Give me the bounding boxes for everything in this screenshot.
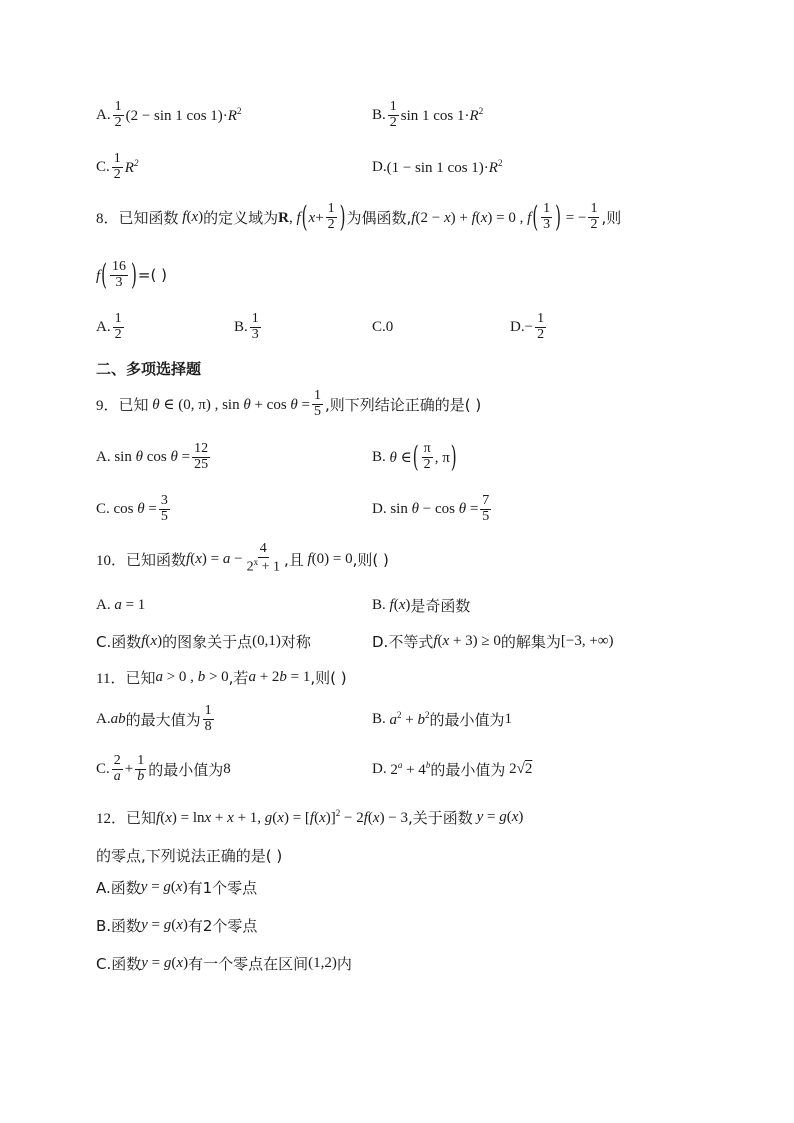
math-expression: sin 1 $\cos 1\cdot R^2$	[400, 105, 484, 124]
q8-option-d	[510, 310, 548, 344]
math-expression: $a^2 + b^2$	[389, 709, 430, 728]
math-expression: $R^2$	[124, 157, 139, 176]
question-number: 12．	[96, 810, 127, 827]
question-text: 的零点,下列说法正确的是( )	[96, 846, 283, 865]
math-expression: f(2 − x) + f(x) = 0 , f(	[411, 199, 539, 234]
q8-option-c	[372, 310, 393, 344]
option-text: 是奇函数	[410, 596, 471, 615]
option-label: A.函数	[96, 878, 141, 897]
fraction: $\frac{3}{5}$	[160, 492, 168, 524]
q11-option-a	[96, 702, 216, 736]
fraction: $\frac{1}{2}$	[537, 310, 545, 342]
option-label: C.0	[372, 318, 394, 335]
fraction: $\frac{1}{2}$	[389, 98, 397, 130]
q8-option-a	[96, 310, 126, 344]
option-label: B.	[372, 106, 386, 123]
question-text: 为偶函数,	[346, 208, 412, 227]
math-expression: y = g(x)	[476, 808, 524, 825]
fraction: $\frac{1}{8}$	[204, 702, 212, 734]
q8-stem-line2	[96, 258, 167, 292]
option-text: 的最小值为	[430, 760, 506, 779]
q12-stem-line2	[96, 838, 282, 872]
math-expression: f(	[96, 257, 108, 292]
option-text: 有一个零点在区间	[188, 954, 309, 973]
math-expression: y = g(x)	[140, 878, 188, 895]
option-text: 的最大值为	[125, 710, 201, 729]
q11-stem	[96, 660, 347, 694]
q12-stem	[96, 800, 523, 834]
question-text: 已知	[125, 668, 156, 687]
math-expression: 8	[223, 760, 231, 777]
math-expression: y = g(x)	[141, 916, 188, 933]
q7-option-a	[96, 98, 241, 132]
option-label: B.	[234, 318, 248, 335]
option-label: B.	[372, 710, 386, 727]
q7-option-d	[372, 150, 502, 184]
question-number: 9．	[96, 397, 119, 414]
q7-option-b	[372, 98, 483, 132]
fraction: $\frac{1}{b}$	[137, 752, 145, 784]
fraction: $\frac{2}{a}$	[113, 752, 121, 784]
math-expression: +	[124, 760, 134, 777]
option-label: B.	[372, 448, 386, 465]
fraction: $\frac{1}{2}$	[327, 200, 335, 232]
paren: )	[131, 257, 137, 293]
math-expression: a = 1	[114, 596, 146, 613]
math-expression: f(0) = 0	[307, 550, 353, 567]
q10-option-c	[96, 624, 311, 658]
option-label: A.	[96, 710, 111, 727]
question-text: ,则( )	[352, 550, 389, 569]
question-text: 的定义域为	[203, 208, 279, 227]
q10-option-b	[372, 588, 470, 622]
option-text: 的最小值为	[429, 710, 505, 729]
q9-option-a	[96, 440, 212, 474]
question-text: =( )	[137, 266, 167, 284]
fraction: $\frac{12}{25}$	[194, 440, 209, 472]
question-text: 已知	[118, 395, 149, 414]
math-expression: f(x)	[141, 632, 163, 649]
math-expression: ab	[110, 710, 126, 727]
option-text: 对称	[280, 632, 311, 651]
math-expression: (1,2)	[308, 954, 337, 971]
option-text: 的解集为	[500, 632, 561, 651]
section-heading: 二、多项选择题	[96, 359, 202, 378]
q8-option-b	[234, 310, 263, 344]
option-label: D.	[372, 158, 387, 175]
q10-stem	[96, 542, 389, 576]
option-label: D.	[372, 500, 387, 517]
q10-option-a	[96, 588, 145, 622]
math-expression: R, f(x+	[278, 199, 324, 234]
math-expression: −	[524, 318, 534, 335]
option-text: 的最小值为	[148, 760, 224, 779]
q8-stem	[96, 200, 621, 234]
q9-option-c	[96, 492, 172, 526]
question-text: ,若	[228, 668, 249, 687]
question-number: 11．	[96, 670, 126, 687]
q12-option-c	[96, 946, 352, 980]
option-label: B.	[372, 596, 386, 613]
question-number: 8．	[96, 210, 119, 227]
q11-option-b	[372, 702, 512, 736]
math-expression: θ ∈ (0, π) , sin θ + cos θ =	[152, 396, 311, 413]
math-expression: [−3, +∞)	[560, 632, 614, 649]
q11-option-c	[96, 752, 231, 786]
option-label: A.	[96, 318, 111, 335]
math-expression: (0,1)	[252, 632, 281, 649]
option-label: C.函数	[96, 954, 142, 973]
option-label: C.	[96, 158, 110, 175]
fraction: $\frac{1}{2}$	[114, 98, 122, 130]
option-label: A.	[96, 596, 111, 613]
math-expression: f(x)	[178, 208, 204, 225]
math-expression: (1 − sin 1 $\cos 1)\cdot R^2$	[386, 157, 503, 176]
option-label: D.	[510, 318, 525, 335]
math-expression: f(x) = a −	[186, 550, 243, 567]
math-expression: sin θ − cos θ =	[386, 500, 479, 517]
fraction: $\frac{1}{2}$	[113, 150, 121, 182]
math-expression: f(x) = lnx + x + 1, $g(x) = [f(x)]^2 - 2f(x) - 3$	[156, 807, 409, 826]
q7-option-c	[96, 150, 138, 184]
fraction: $\frac{\pi}{2}$	[423, 440, 431, 472]
question-text: ,且	[283, 550, 304, 569]
fraction: $\frac{1}{5}$	[314, 387, 322, 419]
q9-option-b	[372, 440, 458, 474]
option-label: D.	[372, 760, 387, 777]
math-expression: sin θ cos θ =	[110, 448, 191, 465]
option-text: 的图象关于点	[162, 632, 253, 651]
q11-option-d	[372, 752, 532, 786]
math-expression: f(x + 3) ≥ 0	[433, 632, 501, 649]
fraction: $\frac{16}{3}$	[112, 258, 127, 290]
q10-option-d	[372, 624, 613, 658]
fraction: $\frac{1}{3}$	[251, 310, 259, 342]
math-expression: 1	[504, 710, 512, 727]
math-expression: a + 2b = 1	[248, 668, 311, 685]
math-expression: $2^a + 4^b$	[386, 759, 431, 778]
option-label: C.函数	[96, 632, 142, 651]
question-number: 10．	[96, 552, 127, 569]
math-expression: a > 0 , b > 0	[155, 668, 229, 685]
fraction: $\frac{7}{5}$	[482, 492, 490, 524]
option-label: C.	[96, 760, 110, 777]
fraction: $\frac{1}{2}$	[114, 310, 122, 342]
question-text: 已知函数	[126, 550, 187, 569]
question-text: ,则	[601, 208, 622, 227]
fraction: $\frac{1}{2}$	[590, 200, 598, 232]
question-text: 已知函数	[118, 208, 179, 227]
math-expression: cos θ =	[109, 500, 157, 517]
option-text: 有2个零点	[187, 916, 258, 935]
math-expression: ) = −	[555, 199, 587, 234]
option-text: 内	[336, 954, 352, 973]
question-text: ,关于函数	[408, 808, 473, 827]
fraction: $\frac{4}{2^x + 1}$	[246, 541, 280, 575]
q9-stem	[96, 387, 481, 421]
question-text: ,则( )	[310, 668, 347, 687]
option-label: C.	[96, 500, 110, 517]
question-text: 已知	[126, 808, 157, 827]
math-expression: y = g(x)	[141, 954, 189, 971]
question-text: ,则下列结论正确的是( )	[325, 395, 482, 414]
math-expression: (2 − sin 1 $\cos 1)\cdot R^2$	[125, 105, 242, 124]
math-expression: f(x)	[389, 596, 411, 613]
q9-option-d	[372, 492, 493, 526]
option-label: A.	[96, 106, 111, 123]
q12-option-a	[96, 870, 257, 904]
math-expression: θ ∈(	[389, 439, 419, 474]
option-label: B.函数	[96, 916, 142, 935]
option-text: 有1个零点	[187, 878, 258, 897]
q12-option-b	[96, 908, 257, 942]
option-label: A.	[96, 448, 111, 465]
fraction: $\frac{1}{3}$	[543, 200, 551, 232]
math-expression: 2√2	[505, 760, 533, 777]
paren: )	[339, 199, 346, 235]
math-expression: , π)	[434, 439, 457, 474]
option-label: D.不等式	[372, 632, 434, 651]
